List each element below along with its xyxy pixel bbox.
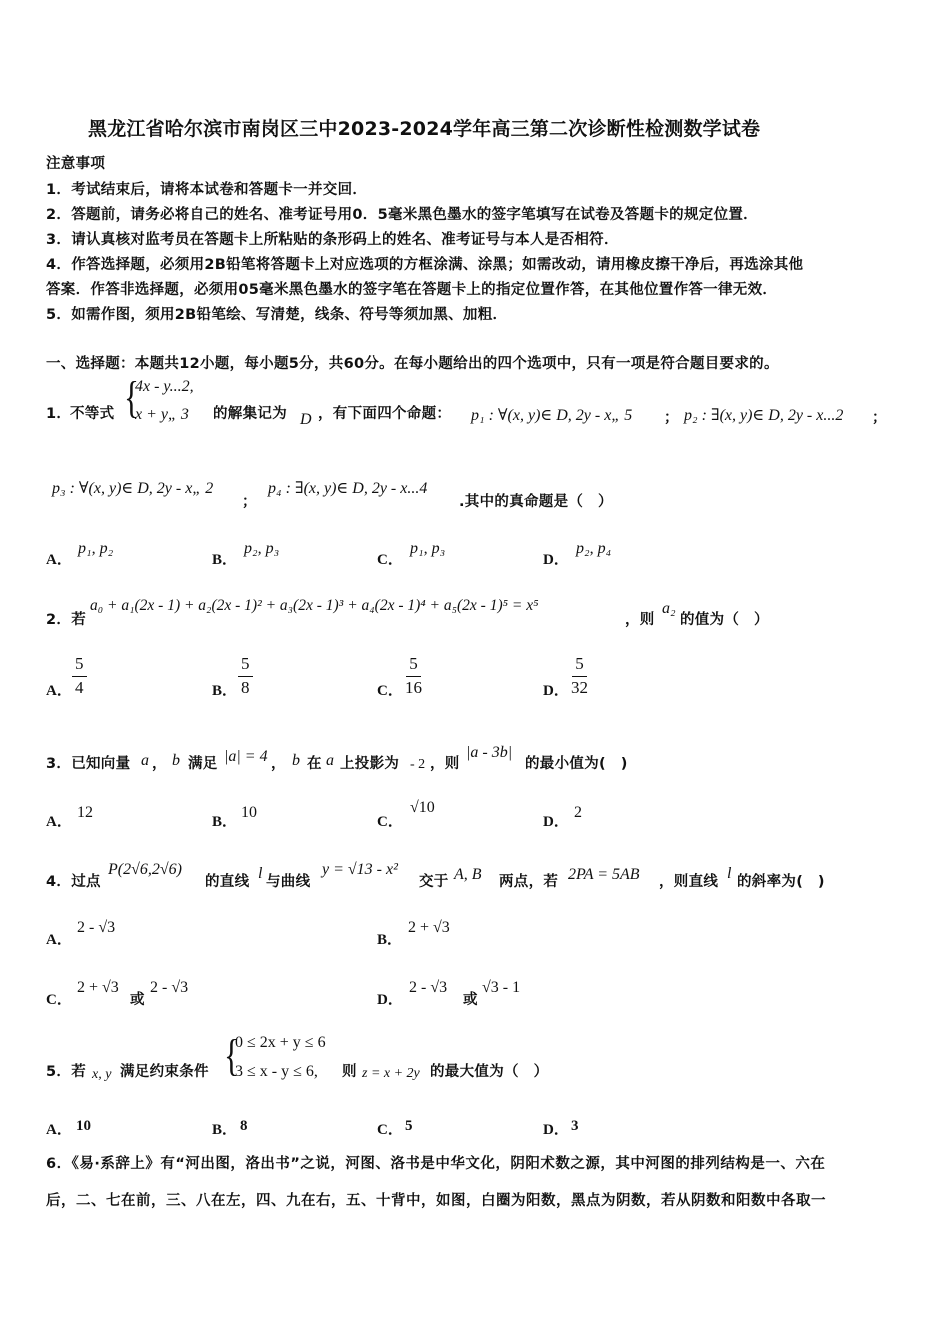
question-text: ， [271,756,286,772]
option-b[interactable]: 10 [241,804,257,821]
notice-item: 5．如需作图，须用2B铅笔绘、写清楚，线条、符号等须加黑、加粗． [46,307,508,323]
proposition-p3: p₃ : ∀(x, y)∈ D, 2y - x„ 2 [52,480,214,497]
inequality-line: x + y„ 3 [135,406,189,423]
option-label: A． [46,814,72,830]
target-expression: |a - 3b| [466,744,513,761]
option-c-value[interactable]: 2 - √3 [150,979,189,996]
fraction-denominator: 8 [241,678,250,697]
notice-heading: 注意事项 [46,156,106,172]
question-number: 4．过点 [46,874,101,890]
fraction-numerator: 5 [406,654,421,677]
option-a[interactable]: 12 [77,804,93,821]
condition: |a| = 4 [224,748,268,765]
option-label: D． [543,1122,569,1138]
question-text: 上投影为 [340,756,400,772]
question-text: 交于 [419,874,449,890]
option-a[interactable] [72,654,87,698]
question-text: 不等式 [70,406,115,422]
fraction-denominator: 4 [75,678,84,697]
constraint-line: 0 ≤ 2x + y ≤ 6 [235,1034,326,1051]
fraction-denominator: 16 [405,678,422,697]
projection-value: - 2 [410,757,426,772]
option-d[interactable] [571,654,588,698]
question-text: 两点，若 [499,874,559,890]
option-label: D． [377,992,403,1008]
option-label: B． [212,552,238,568]
option-label: C． [377,683,403,699]
question-text: ，则 [430,756,460,772]
option-label: A． [46,683,72,699]
option-label: C． [377,552,403,568]
vector-symbol: b [172,752,180,769]
option-d[interactable]: p₂, p₄ [576,540,612,557]
section-heading: 一、选择题：本题共12小题，每小题5分，共60分。在每小题给出的四个选项中，只有一项是符合题目要求的。 [46,356,779,372]
expansion-equation: a₀ + a₁(2x - 1) + a₂(2x - 1)² + a₃(2x - 1)³ + a₄(2x - 1)⁴ + a₅(2x - 1)⁵ = x⁵ [90,597,539,614]
option-a[interactable]: 2 - √3 [77,919,116,936]
question-text: 满足约束条件 [120,1064,209,1080]
question-text: 的直线 [205,874,250,890]
option-label: B． [377,932,403,948]
page-title: 黑龙江省哈尔滨市南岗区三中2023-2024学年高三第二次诊断性检测数学试卷 [88,118,761,140]
or-text: 或 [130,992,145,1008]
option-b[interactable]: 8 [240,1118,248,1134]
question-text: 与曲线 [266,874,311,890]
brace-symbol: { [124,373,139,422]
question-text: 的斜率为( ) [737,874,825,890]
question-number: 2．若 [46,612,86,628]
or-text: 或 [463,992,478,1008]
question-text: 的最大值为（ ） [430,1064,549,1080]
option-d-value[interactable]: √3 - 1 [482,979,521,996]
option-d-value[interactable]: 2 - √3 [409,979,448,996]
variables: x, y [92,1067,112,1082]
question-number: 5．若 [46,1064,86,1080]
objective-function: z = x + 2y [362,1066,420,1081]
vector-symbol: a [141,752,149,769]
option-label: B． [212,1122,238,1138]
question-text: 的最小值为( ) [525,756,628,772]
notice-item: 3．请认真核对监考员在答题卡上所粘贴的条形码上的姓名、准考证号与本人是否相符． [46,232,619,248]
option-label: A． [46,552,72,568]
option-b[interactable]: 2 + √3 [408,919,450,936]
option-label: D． [543,683,569,699]
points-symbol: A, B [454,866,482,883]
notice-item: 2．答题前，请务必将自己的姓名、准考证号用0．5毫米黑色墨水的签字笔填写在试卷及答题卡的规定位置． [46,207,758,223]
question-number: 3．已知向量 [46,756,131,772]
set-symbol: D [300,411,312,428]
question-number: 1． [46,406,72,422]
question-text: 的值为（ ） [680,612,769,628]
option-label: D． [543,552,569,568]
question-text: 在 [307,756,322,772]
option-c[interactable]: √10 [410,799,435,816]
coefficient-symbol: a₂ [662,600,676,617]
question-text: 满足 [188,756,218,772]
point-expression: P(2√6,2√6) [108,861,182,878]
option-label: C． [377,1122,403,1138]
notice-item: 答案．作答非选择题，必须用05毫米黑色墨水的签字笔在答题卡上的指定位置作答，在其他位置作答一律无效． [46,282,778,298]
question-text: .其中的真命题是（ ） [459,494,613,510]
fraction-denominator: 32 [571,678,588,697]
option-c[interactable]: 5 [405,1118,413,1134]
line-symbol: l [727,865,732,882]
line-symbol: l [258,865,263,882]
question-6-line: 6．《易·系辞上》有“河出图，洛出书”之说，河图、洛书是中华文化，阴阳术数之源，其中河图的排列结构是一、六在 [46,1156,826,1172]
option-a[interactable]: p₁, p₂ [78,540,114,557]
option-label: C． [377,814,403,830]
question-text: ，则 [625,612,655,628]
option-label: B． [212,814,238,830]
option-label: D． [543,814,569,830]
question-text: ， [152,756,167,772]
question-text: 则 [342,1064,357,1080]
question-6-line: 后，二、七在前，三、八在左，四、九在右，五、十背中，如图，白圈为阳数，黑点为阴数，若从阴数和阳数中各取一 [46,1193,826,1209]
vector-symbol: a [326,752,334,769]
proposition-p2: p₂ : ∃(x, y)∈ D, 2y - x...2 [684,407,844,424]
ratio-condition: 2PA = 5AB [568,866,640,883]
option-d[interactable]: 2 [574,804,582,821]
brace-symbol: { [224,1031,239,1080]
option-d[interactable]: 3 [571,1118,579,1134]
option-b[interactable] [238,654,253,698]
constraint-line: 3 ≤ x - y ≤ 6, [235,1063,318,1080]
question-text: ，有下面四个命题： [318,406,452,422]
question-text: 的解集记为 [213,406,287,422]
fraction-numerator: 5 [572,654,587,677]
vector-symbol: b [292,752,300,769]
option-b[interactable]: p₂, p₃ [244,540,280,557]
separator: ； [872,410,887,426]
option-label: A． [46,932,72,948]
proposition-p1: p₁ : ∀(x, y)∈ D, 2y - x„ 5 [471,407,633,424]
option-label: A． [46,1122,72,1138]
separator: ； [242,494,257,510]
notice-item: 4．作答选择题，必须用2B铅笔将答题卡上对应选项的方框涂满、涂黑；如需改动，请用橡皮擦干净后，再选涂其他 [46,257,804,273]
option-a[interactable]: 10 [76,1118,91,1134]
question-text: ，则直线 [659,874,719,890]
option-label: C． [46,992,72,1008]
fraction-numerator: 5 [238,654,253,677]
separator: ； [664,410,679,426]
inequality-line: 4x - y...2, [135,378,194,395]
fraction-numerator: 5 [72,654,87,677]
option-label: B． [212,683,238,699]
curve-expression: y = √13 - x² [322,861,398,878]
proposition-p4: p₄ : ∃(x, y)∈ D, 2y - x...4 [268,480,428,497]
option-c-value[interactable]: 2 + √3 [77,979,119,996]
notice-item: 1．考试结束后，请将本试卷和答题卡一并交回． [46,182,368,198]
option-c[interactable]: p₁, p₃ [410,540,446,557]
option-c[interactable] [405,654,422,698]
